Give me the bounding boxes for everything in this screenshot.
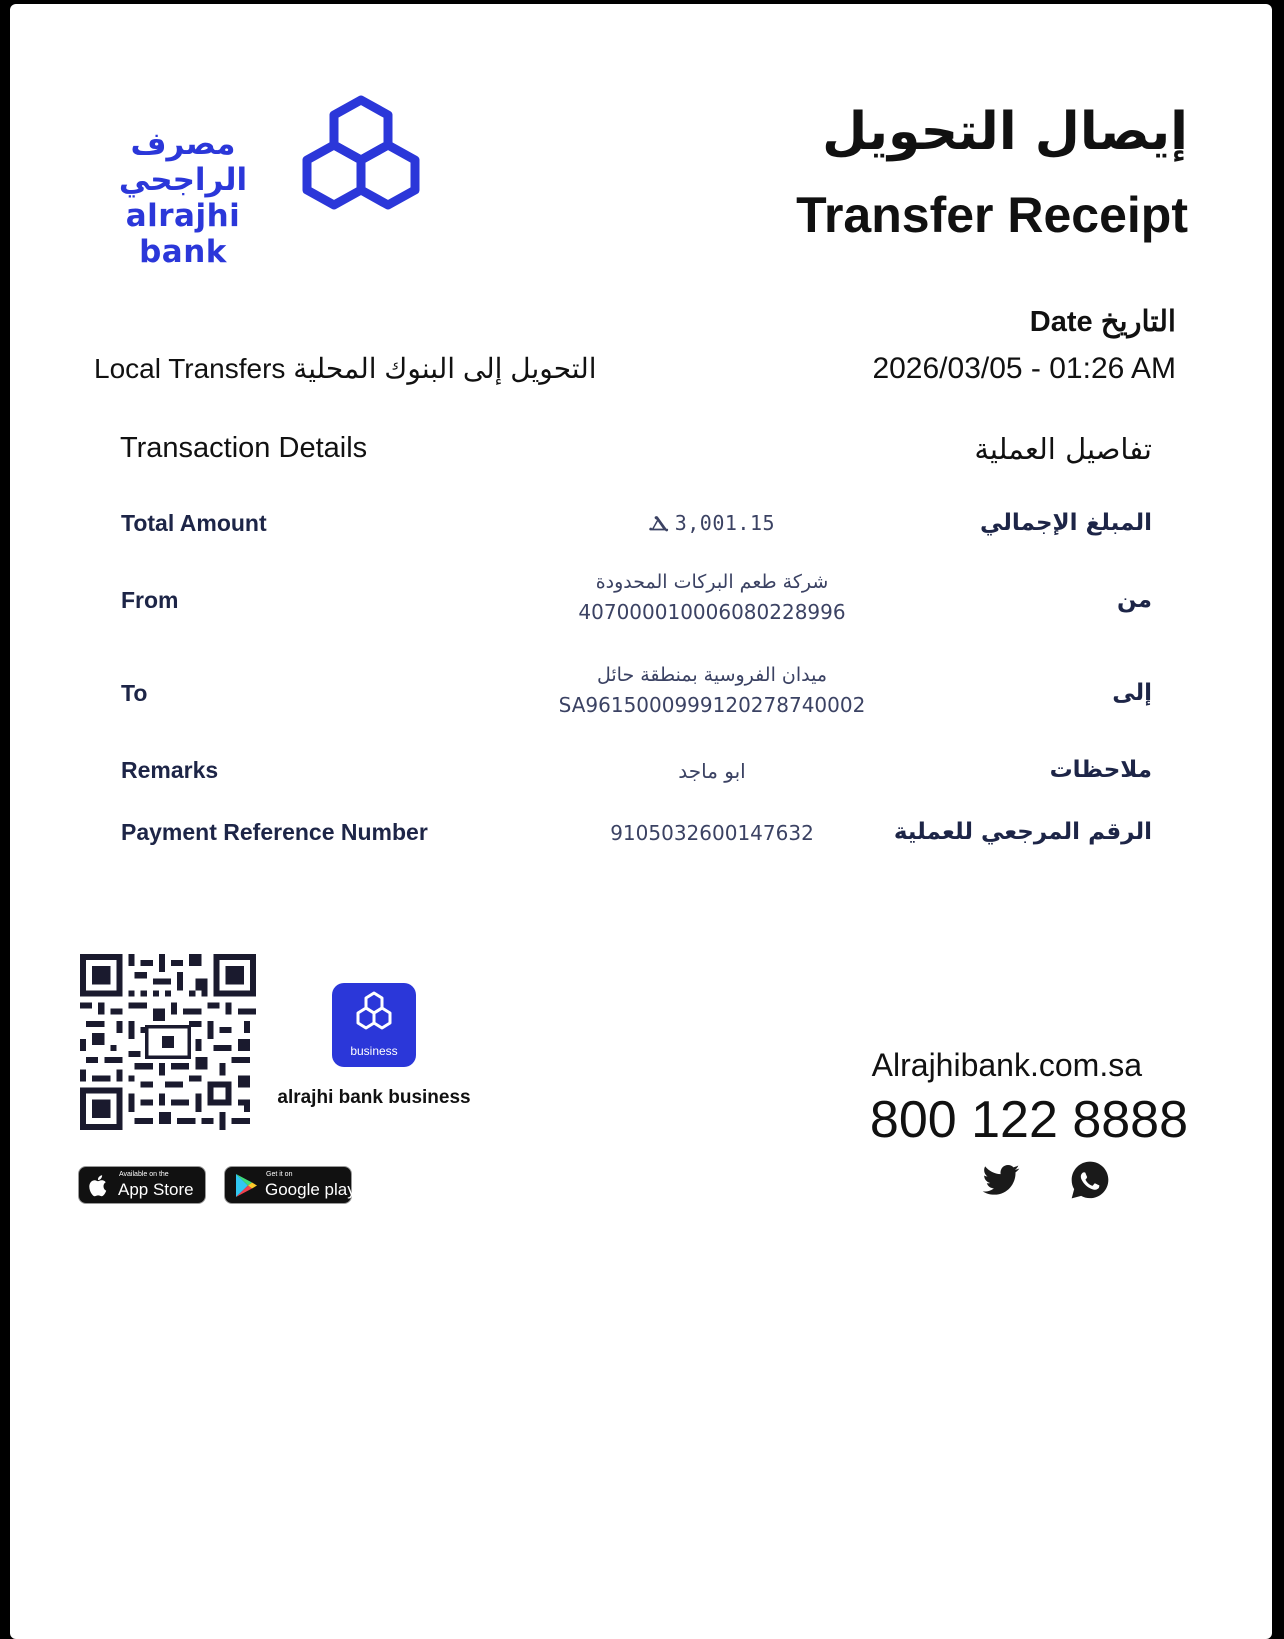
bank-name-arabic: مصرف الراجحي (118, 126, 248, 198)
date-value: 2026/03/05 - 01:26 AM (872, 352, 1176, 385)
reference-label-arabic: الرقم المرجعي للعملية (893, 819, 1152, 845)
apple-icon (89, 1174, 109, 1197)
remarks-value: ابو ماجد (678, 759, 746, 783)
title-english: Transfer Receipt (796, 187, 1188, 243)
reference-value: 9105032600147632 (610, 821, 814, 845)
from-label-arabic: من (1117, 587, 1152, 613)
google-play-text: Google play (265, 1180, 356, 1199)
from-value-cell (452, 567, 972, 627)
twitter-icon[interactable] (981, 1160, 1021, 1200)
riyal-icon: Ⲇ (648, 511, 669, 535)
from-label: From (121, 587, 179, 613)
bank-logo-icon (296, 95, 426, 221)
to-label: To (121, 680, 148, 706)
app-store-button[interactable] (78, 1166, 206, 1204)
business-icon-label: business (350, 1044, 398, 1058)
from-account: 407000010006080228996 (578, 600, 846, 624)
remarks-label: Remarks (121, 757, 219, 783)
website-link[interactable]: Alrajhibank.com.sa (871, 1047, 1142, 1083)
total-amount-label-arabic: المبلغ الإجمالي (980, 510, 1152, 536)
bank-name-english: alrajhi bank (125, 198, 241, 270)
whatsapp-icon[interactable] (1070, 1160, 1110, 1200)
title-arabic: إيصال التحويل (822, 102, 1188, 162)
remarks-label-arabic: ملاحظات (1049, 757, 1152, 783)
to-value-cell (452, 660, 972, 720)
app-store-text: App Store (118, 1180, 194, 1199)
business-app-label: alrajhi bank business (277, 1087, 471, 1108)
total-amount-label: Total Amount (121, 510, 267, 536)
business-app-icon[interactable] (332, 983, 416, 1067)
google-play-button[interactable] (224, 1166, 356, 1204)
google-play-small-text: Get it on (266, 1171, 293, 1178)
google-play-icon (234, 1173, 258, 1198)
to-label-arabic: إلى (1112, 680, 1152, 706)
phone-number[interactable]: 800 122 8888 (869, 1091, 1188, 1149)
bank-logo-small-icon (332, 983, 416, 1067)
to-name: ميدان الفروسية بمنطقة حائل (596, 664, 827, 686)
section-title-arabic: تفاصيل العملية (974, 432, 1152, 466)
app-store-small-text: Available on the (119, 1171, 169, 1178)
reference-label: Payment Reference Number (121, 819, 428, 845)
total-amount-value: 3,001.15 (674, 511, 776, 535)
from-name: شركة طعم البركات المحدودة (595, 571, 829, 593)
to-account: SA9615000999120278740002 (558, 693, 866, 717)
transfer-type: Local Transfers التحويل إلى البنوك المحلية (94, 353, 597, 384)
total-amount-value-cell (452, 508, 972, 538)
receipt-page (10, 4, 1272, 1639)
qr-code[interactable] (80, 954, 256, 1130)
bank-logo-text (78, 126, 288, 270)
date-label: Date التاريخ (1029, 306, 1176, 338)
section-title-english: Transaction Details (120, 432, 368, 464)
